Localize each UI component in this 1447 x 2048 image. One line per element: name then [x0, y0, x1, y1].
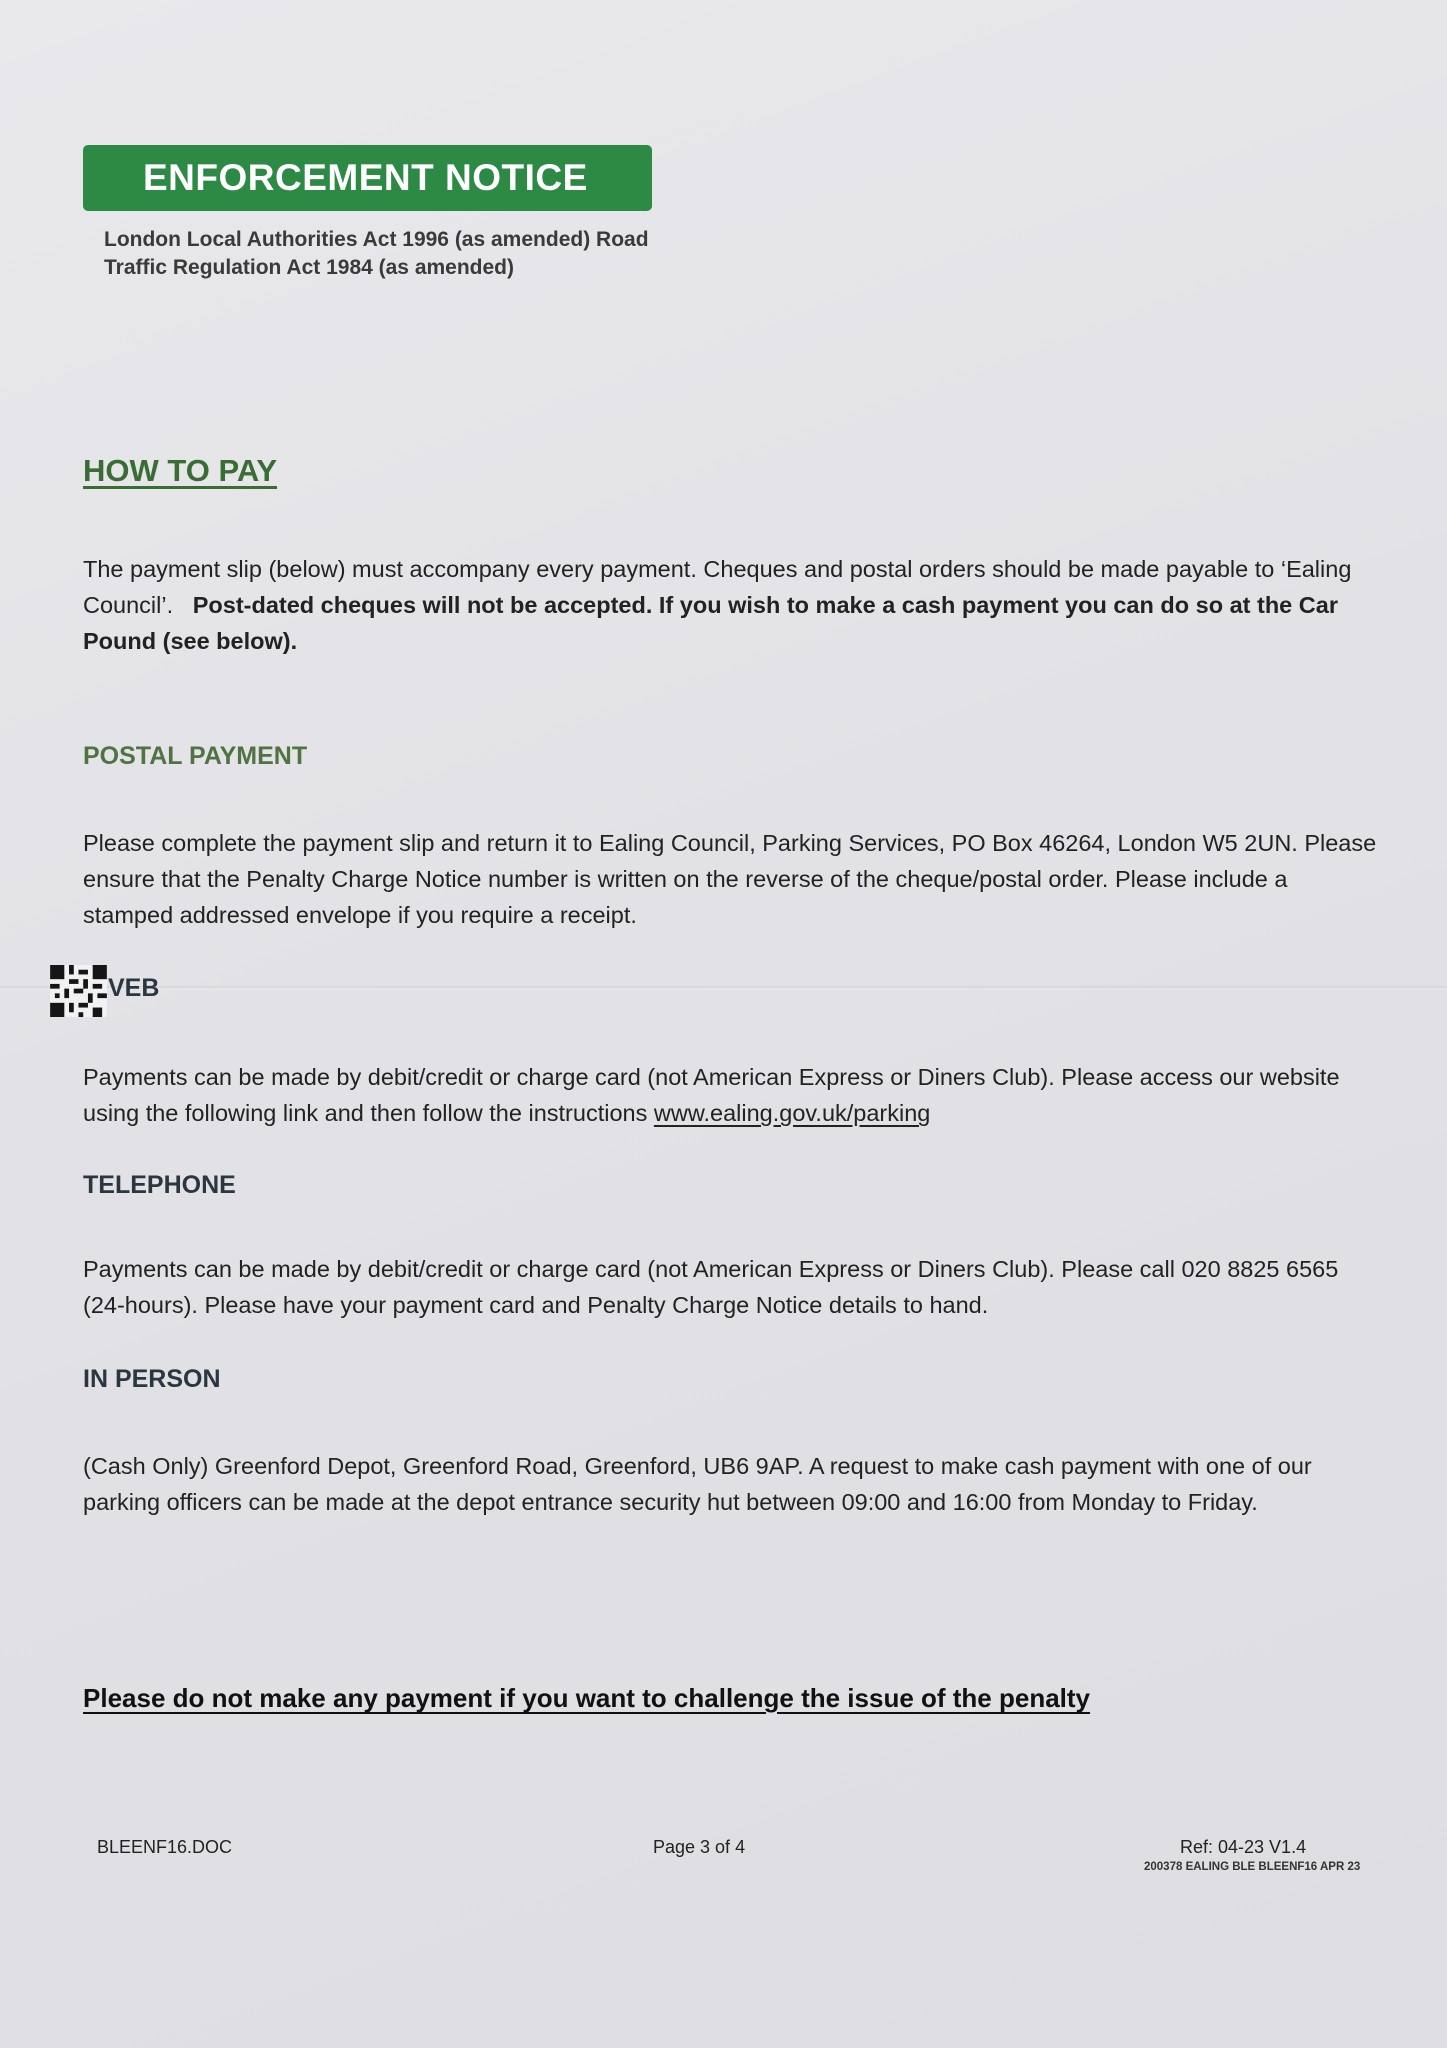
intro-bold-text: Post-dated cheques will not be accepted. If you wish to make a cash payment you can do so at the Car Pound (see below).	[83, 592, 1338, 654]
postal-payment-heading: POSTAL PAYMENT	[83, 742, 308, 770]
telephone-heading: TELEPHONE	[83, 1171, 236, 1199]
intro-paragraph	[83, 551, 1383, 659]
parking-website-link[interactable]: www.ealing.gov.uk/parking	[653, 1100, 931, 1126]
intro-text: The payment slip (below) must accompany every payment. Cheques and postal orders should be made payable to ‘Ealing Council’.	[83, 556, 1352, 618]
challenge-warning: Please do not make any payment if you want to challenge the issue of the penalty	[83, 1683, 1091, 1713]
in-person-heading: IN PERSON	[83, 1365, 221, 1393]
qr-code-icon	[50, 965, 107, 1017]
footer-doc-name: BLEENF16.DOC	[97, 1837, 233, 1857]
footer-code: 200378 EALING BLE BLEENF16 APR 23	[1144, 1861, 1361, 1873]
title-banner	[83, 145, 652, 211]
in-person-text: (Cash Only) Greenford Depot, Greenford Road, Greenford, UB6 9AP. A request to make cash payment with one of our parking officers can be made at the depot entrance security hut between 09:00 and 16:00 from Monday to Friday.	[83, 1453, 1312, 1515]
telephone-text: Payments can be made by debit/credit or charge card (not American Express or Diners Club). Please call 020 8825 6565 (24-hours). Please have your payment card and Penalty Charge Notice details to hand.	[83, 1256, 1339, 1318]
notice-title: ENFORCEMENT NOTICE	[143, 157, 588, 198]
web-heading: VEB	[108, 974, 160, 1002]
legislation-text: London Local Authorities Act 1996 (as amended) Road Traffic Regulation Act 1984 (as amended)	[104, 228, 649, 279]
web-text: Payments can be made by debit/credit or charge card (not American Express or Diners Club). Please access our website using the following link and then follow the instructions	[83, 1064, 1340, 1126]
postal-payment-text: Please complete the payment slip and return it to Ealing Council, Parking Services, PO Box 46264, London W5 2UN. Please ensure that the Penalty Charge Notice number is written on the reverse of the cheque/postal order. Please include a stamped addressed envelope if you require a receipt.	[83, 830, 1377, 928]
paper-fold-line	[0, 986, 1447, 990]
footer-page-number: Page 3 of 4	[653, 1837, 746, 1857]
web-paragraph	[83, 1059, 1383, 1131]
how-to-pay-heading: HOW TO PAY	[83, 453, 278, 488]
footer-reference: Ref: 04-23 V1.4	[1180, 1837, 1307, 1857]
